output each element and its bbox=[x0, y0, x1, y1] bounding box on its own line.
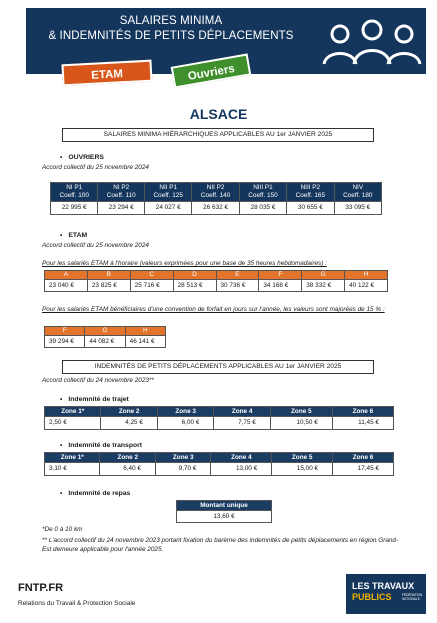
trajet-header-cell: Zone 1* bbox=[45, 407, 101, 417]
ouvriers-value-cell: 26 632 € bbox=[192, 202, 239, 215]
ouvriers-value-cell: 24 027 € bbox=[145, 202, 192, 215]
trajet-value-cell: 4,25 € bbox=[101, 417, 157, 430]
trajet-value-cell: 7,75 € bbox=[214, 417, 270, 430]
header-title-line2: & INDEMNITÉS DE PETITS DÉPLACEMENTS bbox=[48, 30, 294, 42]
ouvriers-header-cell bbox=[334, 183, 381, 202]
footer-subtitle: Relations du Travail & Protection Sociale bbox=[18, 600, 136, 607]
trajet-value-cell: 6,00 € bbox=[157, 417, 213, 430]
les-travaux-publics-logo bbox=[346, 574, 426, 614]
ouvriers-value-cell: 22 995 € bbox=[51, 202, 98, 215]
etam-forfait-note: Pour les salariés ETAM bénéficiaires d'une convention de forfait en jours sur l'année, les valeurs sont majorées de 15 % : bbox=[42, 306, 385, 313]
etam-horaire-value-cell: 23 040 € bbox=[45, 280, 88, 292]
trajet-header-cell: Zone 3 bbox=[157, 407, 213, 417]
etam-forfait-value-cell: 46 141 € bbox=[125, 336, 165, 348]
repas-table bbox=[176, 500, 272, 523]
ouvriers-tag: Ouvriers bbox=[171, 53, 252, 88]
transport-value-cell: 15,00 € bbox=[272, 463, 333, 476]
etam-horaire-header-cell: C bbox=[130, 271, 173, 280]
trajet-value-cell: 10,50 € bbox=[270, 417, 332, 430]
etam-horaire-value-cell: 40 122 € bbox=[345, 280, 388, 292]
ouvriers-header-cell bbox=[98, 183, 145, 202]
ouvriers-header-cell-line: NI P1 bbox=[66, 184, 83, 191]
ouvriers-header-cell bbox=[51, 183, 98, 202]
transport-header-cell: Zone 6 bbox=[333, 453, 394, 463]
etam-horaire-value-cell: 38 332 € bbox=[302, 280, 345, 292]
trajet-label: • Indemnité de trajet bbox=[60, 396, 129, 403]
transport-label: • Indemnité de transport bbox=[60, 442, 142, 449]
etam-horaire-value-cell: 30 736 € bbox=[216, 280, 259, 292]
transport-header-cell: Zone 2 bbox=[100, 453, 155, 463]
ouvriers-header-cell-line: NII P2 bbox=[206, 184, 225, 191]
etam-horaire-note: Pour les salariés ETAM à l'horaire (valeurs exprimées pour une base de 35 heures hebdomadaires) : bbox=[42, 260, 327, 267]
salaires-section-title: SALAIRES MINIMA HIÉRARCHIQUES APPLICABLES AU 1er JANVIER 2025 bbox=[62, 128, 374, 142]
workers-silhouette-icon bbox=[318, 16, 426, 66]
transport-header-cell: Zone 1* bbox=[45, 453, 100, 463]
transport-value-cell: 3,10 € bbox=[45, 463, 100, 476]
header-title bbox=[26, 14, 316, 44]
ouvriers-header-cell-line: NIII P1 bbox=[253, 184, 273, 191]
indemnites-section-title: INDEMNITÉS DE PETITS DÉPLACEMENTS APPLICABLES AU 1er JANVIER 2025 bbox=[62, 360, 374, 374]
trajet-table bbox=[44, 406, 394, 430]
ouvriers-header-cell bbox=[287, 183, 334, 202]
etam-horaire-value-cell: 28 513 € bbox=[173, 280, 216, 292]
ouvriers-header-cell-line: NIII P2 bbox=[300, 184, 321, 191]
etam-label: • ETAM bbox=[60, 232, 87, 239]
transport-value-cell: 6,40 € bbox=[100, 463, 155, 476]
etam-forfait-value-cell: 44 082 € bbox=[85, 336, 125, 348]
etam-forfait-value-cell: 39 294 € bbox=[45, 336, 85, 348]
ouvriers-salary-table bbox=[50, 182, 382, 215]
etam-forfait-header-cell: G bbox=[85, 327, 125, 336]
etam-horaire-header-cell: H bbox=[345, 271, 388, 280]
ouvriers-header-cell-line: Coeff. 150 bbox=[248, 192, 278, 199]
etam-horaire-table bbox=[44, 270, 388, 292]
ouvriers-value-cell: 30 655 € bbox=[287, 202, 334, 215]
repas-value: 13,60 € bbox=[177, 511, 272, 523]
etam-horaire-header-cell: F bbox=[259, 271, 302, 280]
ouvriers-header-cell bbox=[239, 183, 286, 202]
repas-header: Montant unique bbox=[177, 501, 272, 511]
etam-horaire-value-cell: 23 825 € bbox=[87, 280, 130, 292]
ouvriers-header-cell-line: Coeff. 125 bbox=[153, 192, 183, 199]
logo-line3: FÉDÉRATION NATIONALE bbox=[402, 593, 423, 601]
header-title-line1: SALAIRES MINIMA bbox=[119, 15, 223, 27]
trajet-header-cell: Zone 5 bbox=[270, 407, 332, 417]
ouvriers-header-cell-line: Coeff. 165 bbox=[295, 192, 326, 199]
ouvriers-header-cell-line: Coeff. 140 bbox=[200, 192, 231, 199]
etam-horaire-header-cell: A bbox=[45, 271, 88, 280]
trajet-value-cell: 11,45 € bbox=[332, 417, 393, 430]
region-title: ALSACE bbox=[189, 106, 248, 122]
ouvriers-label: • OUVRIERS bbox=[60, 154, 104, 161]
etam-forfait-header-cell: H bbox=[125, 327, 165, 336]
etam-tag: ETAM bbox=[61, 60, 152, 87]
ouvriers-header-cell-line: NII P1 bbox=[159, 184, 178, 191]
ouvriers-header-cell-line: Coeff. 100 bbox=[59, 192, 89, 199]
etam-accord: Accord collectif du 25 novembre 2024 bbox=[42, 242, 149, 249]
transport-header-cell: Zone 4 bbox=[211, 453, 272, 463]
transport-header-cell: Zone 3 bbox=[155, 453, 210, 463]
ouvriers-header-cell bbox=[145, 183, 192, 202]
etam-forfait-header-cell: F bbox=[45, 327, 85, 336]
ouvriers-header-cell-line: NI P2 bbox=[113, 184, 130, 191]
footnote-zone: *De 0 à 10 km bbox=[42, 526, 83, 533]
trajet-header-cell: Zone 4 bbox=[214, 407, 270, 417]
trajet-header-cell: Zone 2 bbox=[101, 407, 157, 417]
etam-horaire-header-cell: D bbox=[173, 271, 216, 280]
ouvriers-value-cell: 28 035 € bbox=[239, 202, 286, 215]
indemnites-accord: Accord collectif du 24 novembre 2023** bbox=[42, 377, 154, 384]
transport-header-cell: Zone 5 bbox=[272, 453, 333, 463]
etam-horaire-value-cell: 25 716 € bbox=[130, 280, 173, 292]
logo-line2: PUBLICS bbox=[352, 592, 392, 602]
ouvriers-accord: Accord collectif du 25 novembre 2024 bbox=[42, 164, 149, 171]
etam-horaire-header-cell: B bbox=[87, 271, 130, 280]
ouvriers-value-cell: 23 294 € bbox=[98, 202, 145, 215]
transport-value-cell: 17,45 € bbox=[333, 463, 394, 476]
ouvriers-header-cell bbox=[192, 183, 239, 202]
trajet-header-cell: Zone 6 bbox=[332, 407, 393, 417]
repas-label: • Indemnité de repas bbox=[60, 490, 130, 497]
transport-table bbox=[44, 452, 394, 476]
ouvriers-header-cell-line: Coeff. 110 bbox=[106, 192, 136, 199]
ouvriers-header-cell-line: NIV bbox=[352, 184, 364, 191]
etam-horaire-value-cell: 34 168 € bbox=[259, 280, 302, 292]
etam-horaire-header-cell: G bbox=[302, 271, 345, 280]
logo-line1: LES TRAVAUX bbox=[352, 581, 415, 591]
footnote-accord: ** L'accord collectif du 24 novembre 2023 portant fixation du barème des indemnités de petits déplacements en région Grand-Est demeure applicable pour l'année 2025. bbox=[42, 537, 399, 553]
transport-value-cell: 9,70 € bbox=[155, 463, 210, 476]
ouvriers-value-cell: 33 095 € bbox=[334, 202, 381, 215]
trajet-value-cell: 2,50 € bbox=[45, 417, 101, 430]
ouvriers-header-cell-line: Coeff. 180 bbox=[343, 192, 373, 199]
etam-forfait-table bbox=[44, 326, 166, 348]
transport-value-cell: 13,00 € bbox=[211, 463, 272, 476]
page-header bbox=[0, 0, 437, 90]
etam-horaire-header-cell: E bbox=[216, 271, 259, 280]
site-link[interactable]: FNTP.FR bbox=[18, 582, 64, 594]
